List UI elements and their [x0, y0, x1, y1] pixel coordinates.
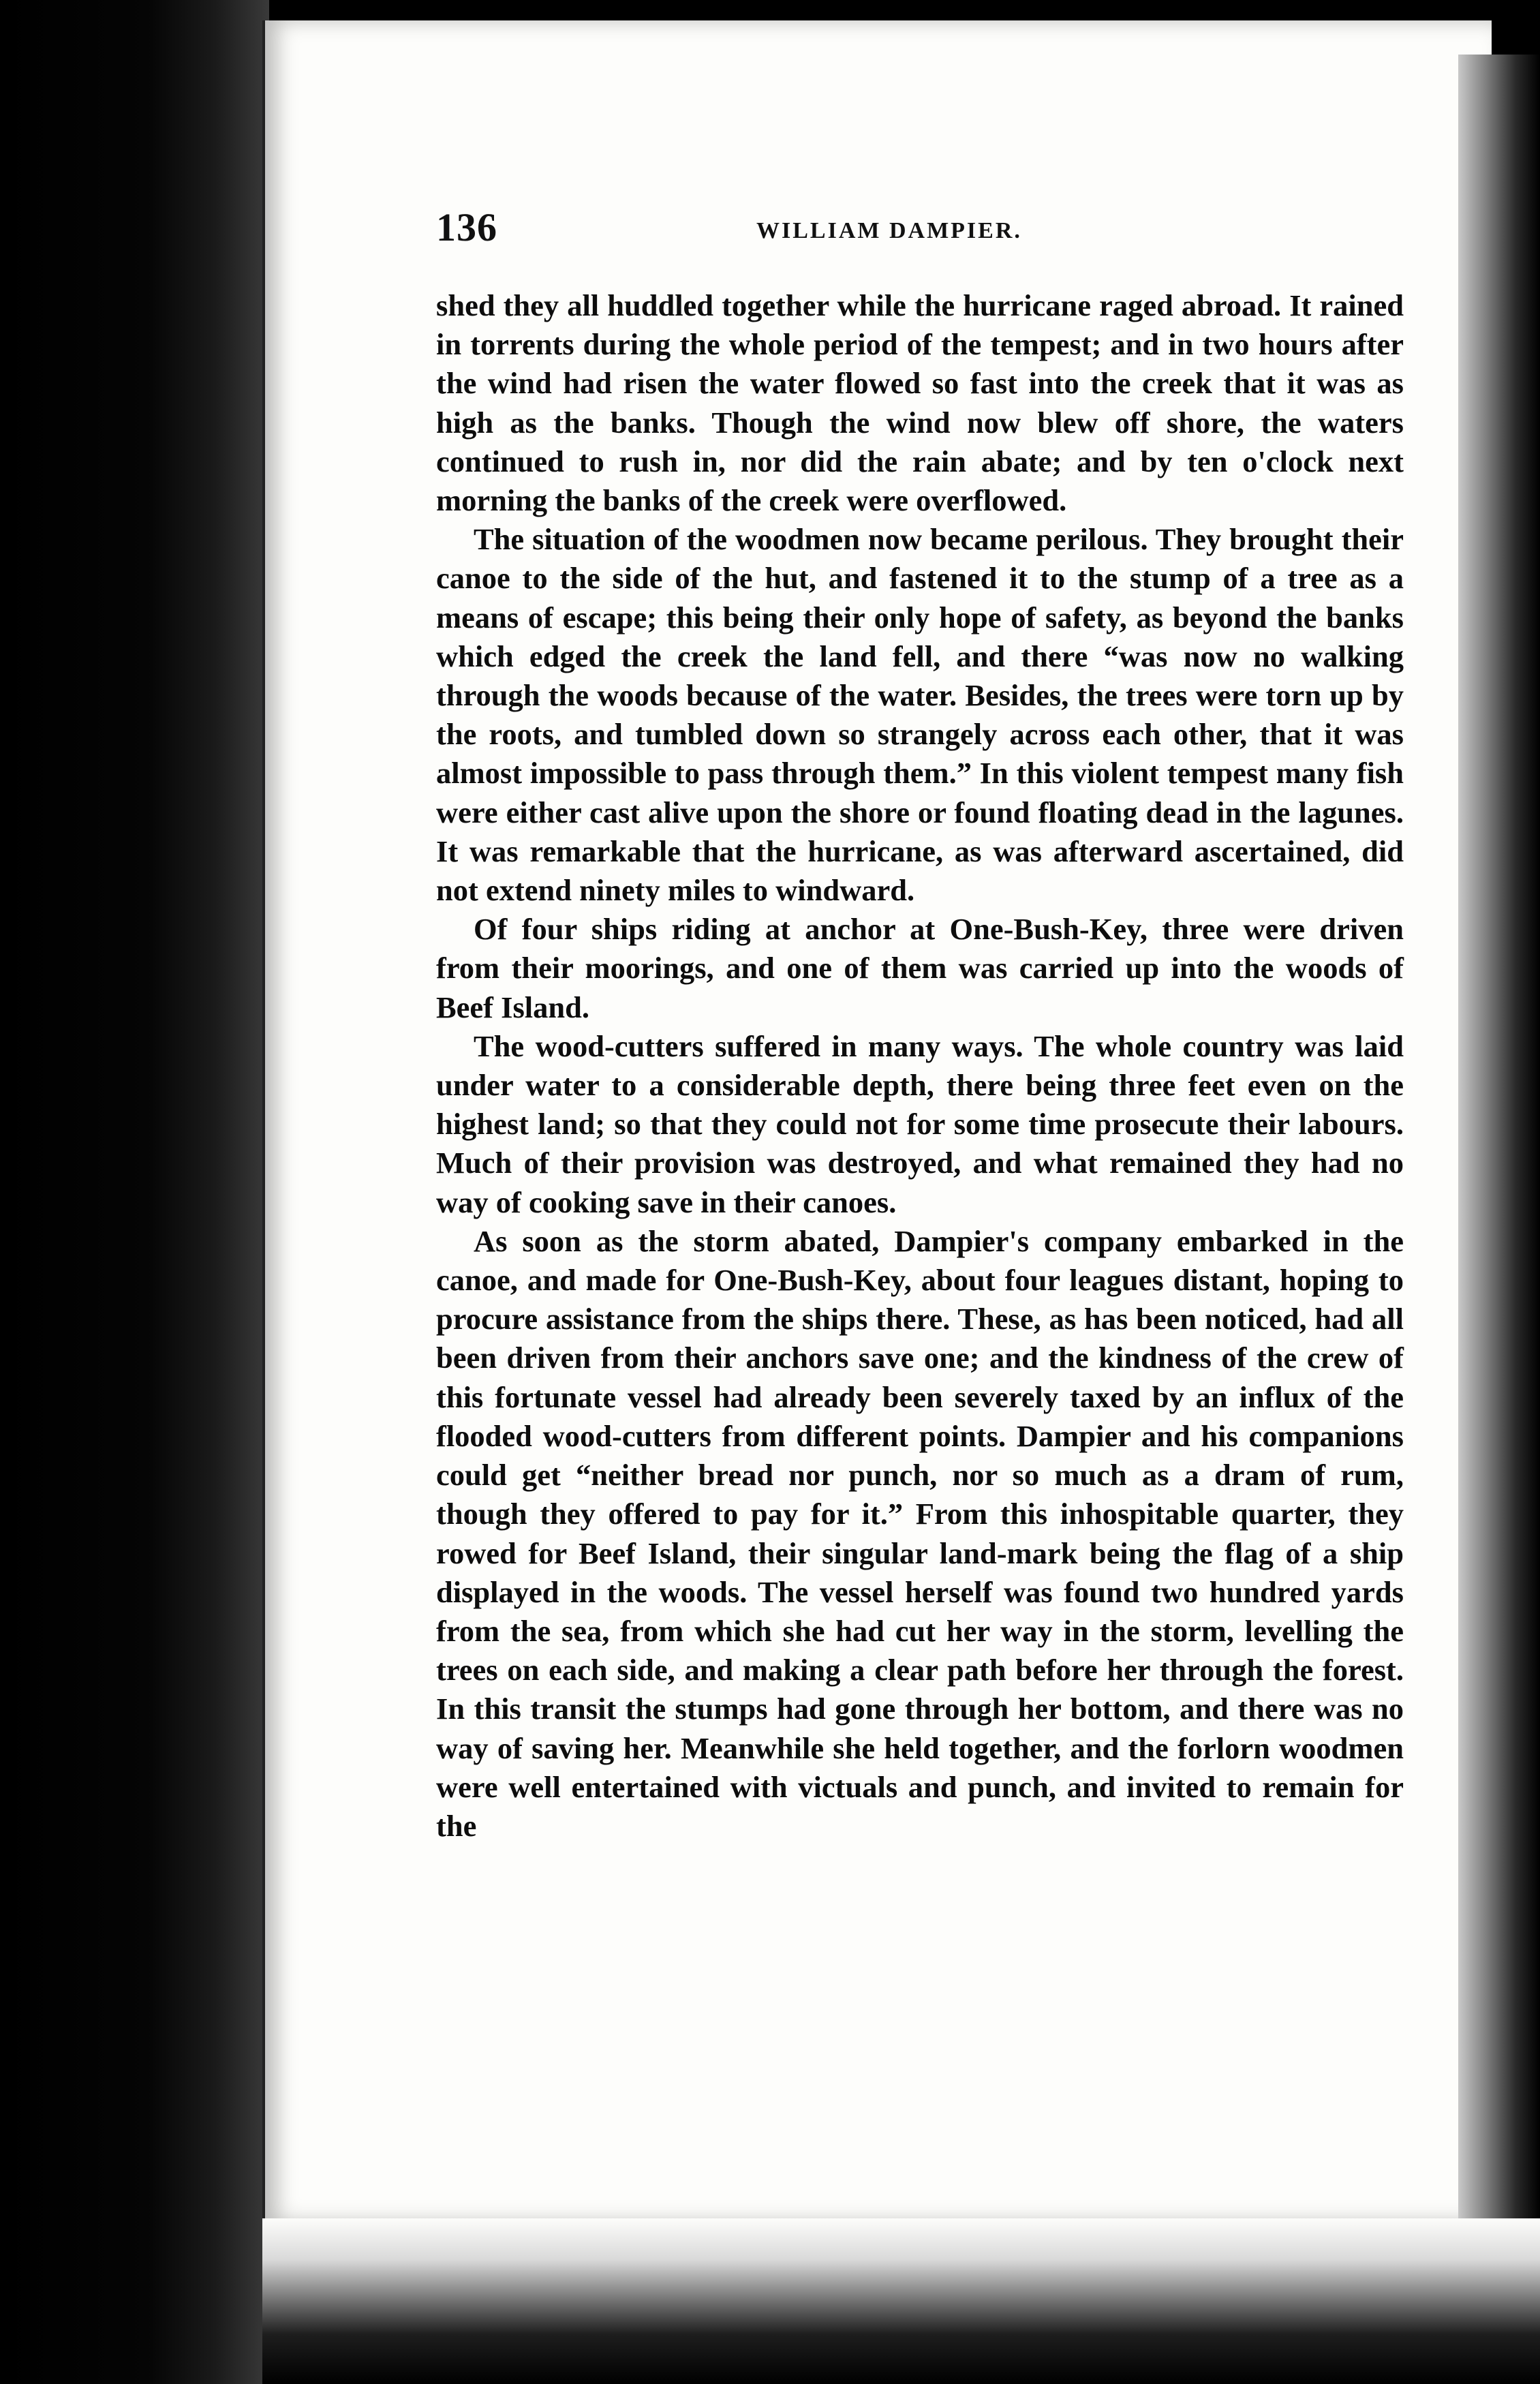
page-bottom-shadow	[262, 2218, 1540, 2384]
page-header	[436, 204, 1417, 259]
paragraph: shed they all huddled together while the hurricane raged abroad. It rained in torrents during the whole period of the tempest; and in two hours after the wind had risen the water flowed so fast into the creek that it was as high as the banks. Though the wind now blew off shore, the waters continued to rush in, nor did the rain abate; and by ten o'clock next morning the banks of the creek were overflowed.	[436, 288, 1404, 518]
book-binding-gutter	[0, 0, 269, 2384]
paragraph: As soon as the storm abated, Dampier's company embarked in the canoe, and made for One-Bush-Key, about four leagues distant, hoping to procure assistance from the ships there. These, as has been noticed, had all been driven from their anchors save one; and the kindness of the crew of this fortunate vessel had already been severely taxed by an influx of the flooded wood-cutters from different points. Dampier and his companions could get “neither bread nor punch, nor so much as a dram of rum, though they offered to pay for it.” From this inhospitable quarter, they rowed for Beef Island, their singular land-mark being the flag of a ship displayed in the woods. The vessel herself was found two hundred yards from the sea, from which she had cut her way in the storm, levelling the trees on each side, and making a clear path before her through the forest. In this transit the stumps had gone through her bottom, and there was no way of saving her. Meanwhile she held together, and the forlorn woodmen were well entertained with victuals and punch, and invited to remain for the	[436, 1223, 1404, 1843]
paragraph: Of four ships riding at anchor at One-Bush-Key, three were driven from their moorings, and one of them was carried up into the woods of Beef Island.	[436, 912, 1404, 1024]
body-text	[436, 286, 1404, 1846]
running-head: WILLIAM DAMPIER.	[756, 218, 1022, 243]
page-number: 136	[436, 205, 497, 249]
page-edge-shadow	[1458, 55, 1540, 2384]
paragraph: The wood-cutters suffered in many ways. The whole country was laid under water to a considerable depth, there being three feet even on the highest land; so that they could not for some time prosecute their labours. Much of their provision was destroyed, and what remained they had no way of cooking save in their canoes.	[436, 1028, 1404, 1219]
paragraph: The situation of the woodmen now became perilous. They brought their canoe to the side of the hut, and fastened it to the stump of a tree as a means of escape; this being their only hope of safety, as beyond the banks which edged the creek the land fell, and there “was now no walking through the woods because of the water. Besides, the trees were torn up by the roots, and tumbled down so strangely across each other, that it was almost impossible to pass through them.” In this violent tempest many fish were either cast alive upon the shore or found floating dead in the lagunes. It was remarkable that the hurricane, as was afterward ascertained, did not extend ninety miles to windward.	[436, 522, 1404, 908]
